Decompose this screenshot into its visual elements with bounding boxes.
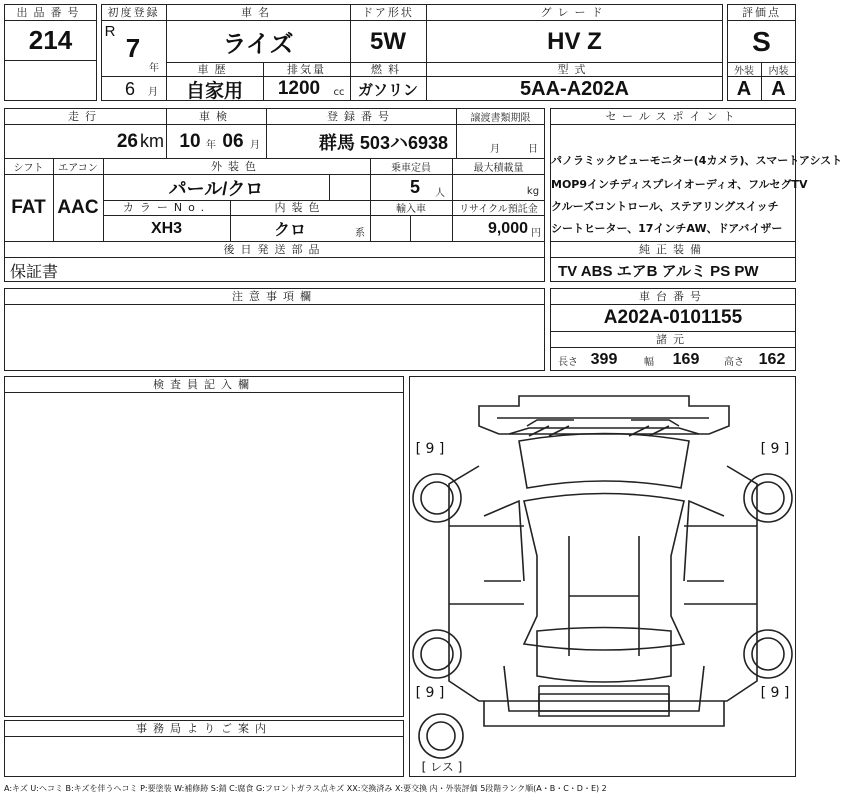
aircon: AAC <box>57 197 99 218</box>
interior-grade-label: 内装 <box>768 65 789 77</box>
max-load <box>452 175 522 200</box>
tire-fr-value: [ 9 ] <box>760 441 790 457</box>
notes <box>8 306 538 366</box>
transfer-day-unit: 日 <box>528 143 538 155</box>
interior-color-label: 内装色 <box>274 201 326 214</box>
exterior-color: パール/クロ <box>168 178 264 199</box>
legend: A:キズ U:ヘコミ B:キズを伴うヘコミ P:要塗装 W:補修跡 S:錆 C:腐食 G:フロントガラス点キズ XX:交換済み X:要交換 内・外装評価 5段階ランク順(A・B・C・D・E) 2 <box>4 783 607 793</box>
mileage-label: 走行 <box>68 109 102 123</box>
import <box>370 216 452 241</box>
import-label: 輸入車 <box>396 204 426 215</box>
office-label: 事務局よりご案内 <box>136 721 272 735</box>
model: 5AA-A202A <box>520 77 629 100</box>
displacement-label: 排気量 <box>287 62 326 76</box>
aircon-label: エアコン <box>58 162 98 174</box>
later-parts: 保証書 <box>10 261 59 281</box>
tire-fl-value: [ 9 ] <box>415 441 445 457</box>
interior-grade: A <box>771 77 786 100</box>
car-name-label: 車名 <box>241 5 275 19</box>
mileage-unit: km <box>140 131 164 151</box>
displacement-unit: cc <box>333 86 345 98</box>
exterior-grade: A <box>736 77 752 100</box>
history-label: 車歴 <box>197 62 232 76</box>
score: S <box>752 25 771 57</box>
tire-rr-value: [ 9 ] <box>760 685 790 701</box>
lot-number: 214 <box>28 25 73 55</box>
registration-label: 登録番号 <box>327 109 395 123</box>
car-name: ライズ <box>222 31 294 58</box>
equipment-label: 純正装備 <box>639 242 707 256</box>
tire-rl-value: [ 9 ] <box>415 685 445 701</box>
interior-color: クロ <box>273 222 306 239</box>
sales-point-line: クルーズコントロール、ステアリングスイッチ <box>551 200 779 213</box>
first-reg-month: 6 <box>124 78 135 99</box>
shift-label: シフト <box>13 162 44 174</box>
capacity-label: 乗車定員 <box>391 162 431 174</box>
displacement: 1200 <box>277 78 321 99</box>
length: 399 <box>590 350 618 368</box>
inspector-label: 検査員記入欄 <box>153 377 255 391</box>
grade-label: グレード <box>540 5 609 19</box>
color-no: XH3 <box>150 219 183 237</box>
shift: FAT <box>11 197 46 218</box>
model-label: 型式 <box>557 62 592 76</box>
height: 162 <box>758 350 786 368</box>
door-type: 5W <box>370 27 406 55</box>
specs-label: 諸元 <box>656 332 690 346</box>
chassis-number: A202A-0101155 <box>603 307 743 328</box>
lot-label: 出品番号 <box>16 5 85 19</box>
chassis-label: 車台番号 <box>639 289 707 303</box>
later-parts-label: 後日発送部品 <box>223 242 326 256</box>
width: 169 <box>672 350 700 368</box>
notes-label: 注意事項欄 <box>232 289 317 303</box>
grade: HV Z <box>547 27 602 55</box>
capacity-unit: 人 <box>435 187 445 199</box>
score-label: 評価点 <box>742 5 781 19</box>
inspection-label: 車検 <box>199 109 233 123</box>
door-label: ドア形状 <box>362 5 414 19</box>
first-reg-year: 7 <box>125 32 141 63</box>
inspection-year: 10 <box>179 130 201 152</box>
exterior-grade-label: 外装 <box>734 65 754 77</box>
exterior-color-label: 外装色 <box>211 159 262 173</box>
recycle-unit: 円 <box>531 227 541 239</box>
first-reg-era: R <box>104 22 116 40</box>
color-no-label: カラーNo. <box>122 201 211 214</box>
inspection-year-unit: 年 <box>206 139 216 151</box>
recycle: 9,000 <box>487 219 528 237</box>
sales-points-label: セールスポイント <box>605 109 741 123</box>
inspector-box <box>4 376 404 717</box>
interior-color-unit: 系 <box>355 227 365 239</box>
sales-point-line: MOP9インチディスプレイオーディオ、フルセグTV <box>551 178 808 191</box>
mileage: 26 <box>116 130 138 152</box>
first-reg-month-unit: 月 <box>148 86 158 98</box>
first-reg-year-unit: 年 <box>149 62 159 74</box>
capacity: 5 <box>409 177 420 197</box>
car-diagram <box>409 376 796 777</box>
spare-tire-value: [ レス ] <box>421 759 463 774</box>
sales-point-line: パノラミックビューモニター(4カメラ)、スマートアシスト <box>551 154 842 167</box>
first-reg-label: 初度登録 <box>107 5 160 19</box>
history: 自家用 <box>185 80 243 102</box>
width-label: 幅 <box>644 356 654 368</box>
max-load-unit: kg <box>526 185 540 197</box>
max-load-label: 最大積載量 <box>473 162 524 174</box>
height-label: 高さ <box>724 356 744 368</box>
inspection-month: 06 <box>222 130 244 152</box>
equipment: TV ABS エアB アルミ PS PW <box>558 262 759 280</box>
length-label: 長さ <box>558 356 578 368</box>
fuel: ガソリン <box>357 81 418 99</box>
recycle-label: リサイクル預託金 <box>459 204 538 215</box>
sales-point-line: シートヒーター、17インチAW、ドアバイザー <box>551 222 783 235</box>
inspection-month-unit: 月 <box>250 139 260 151</box>
transfer-month-unit: 月 <box>490 143 500 155</box>
transfer-deadline-label: 譲渡書類期限 <box>470 112 531 124</box>
fuel-label: 燃料 <box>371 62 405 76</box>
registration: 群馬 503ハ6938 <box>318 132 448 153</box>
